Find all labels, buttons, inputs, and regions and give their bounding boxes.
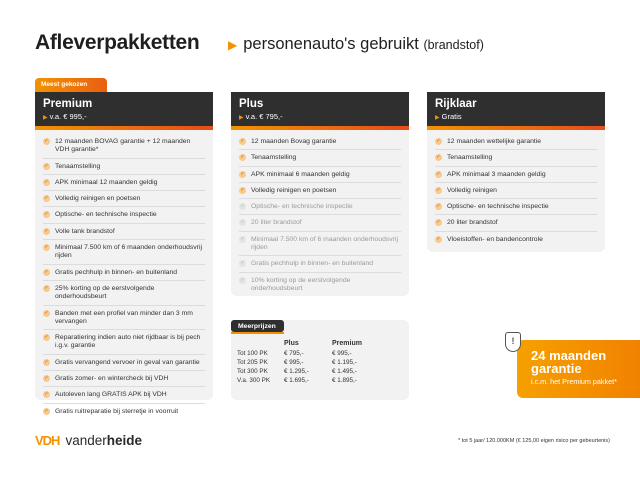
- check-icon: ✓: [44, 284, 49, 291]
- package-price: ▶ v.a. € 995,-: [43, 112, 87, 121]
- triangle-icon: ▶: [435, 115, 440, 121]
- list-item: ✓ Optische- en technische inspectie: [43, 211, 205, 223]
- feature-list: [427, 130, 605, 247]
- guarantee-line3: i.c.m. het Premium pakket*: [531, 377, 617, 386]
- card-header: [427, 92, 605, 130]
- table-cell: € 795,-: [284, 350, 304, 357]
- triangle-icon: ▶: [228, 38, 238, 52]
- table-cell: € 1.295,-: [284, 368, 309, 375]
- guarantee-line2: garantie: [531, 361, 582, 376]
- table-header: [237, 340, 284, 349]
- check-icon: ✓: [240, 276, 245, 283]
- table-cell: € 1.895,-: [332, 377, 357, 384]
- brand-name: vanderheide: [65, 433, 142, 448]
- list-item: ✓ 12 maanden BOVAG garantie + 12 maanden VDH garantie*: [43, 138, 205, 159]
- check-icon: ✓: [44, 138, 49, 144]
- package-card-rijklaar: [427, 92, 605, 252]
- list-item: ✓ 10% korting op de eerstvolgende onderhoudsbeurt: [240, 276, 351, 292]
- list-item: ✓ Gratis pechhulp in binnen- en buitenland: [43, 269, 205, 281]
- list-item: ✓ Volledig reinigen: [435, 187, 597, 199]
- package-card-premium: [35, 92, 213, 415]
- feature-list: [231, 130, 409, 296]
- check-icon: ✓: [44, 178, 49, 185]
- package-name: Plus: [239, 98, 264, 110]
- check-icon: ✓: [44, 358, 49, 365]
- package-price: ▶ Gratis: [435, 112, 462, 121]
- table-cell: Tot 205 PK: [237, 359, 268, 366]
- check-icon: ✓: [240, 186, 245, 193]
- table-header: Plus: [284, 340, 299, 347]
- list-item: ✓ Banden met een profiel van minder dan 3 mm vervangen: [43, 310, 205, 331]
- check-icon: ✓: [44, 334, 49, 341]
- table-row: [237, 367, 392, 376]
- page-subtitle: [228, 35, 484, 54]
- accent-bar: [35, 126, 213, 130]
- check-icon: ✓: [436, 186, 441, 193]
- list-item: ✓ APK minimaal 6 maanden geldig: [239, 171, 401, 183]
- card-header: [231, 92, 409, 130]
- check-icon: ✓: [436, 235, 441, 242]
- footnote: * tot 5 jaar/ 120.000KM (€ 125,00 eigen risico per gebeurtenis): [458, 438, 610, 444]
- vdh-logo-mark: VDH: [35, 433, 60, 448]
- vanderheide-logo: [35, 433, 142, 448]
- list-item: ✓ 12 maanden Bovag garantie: [239, 138, 401, 150]
- table-cell: € 995,-: [332, 350, 352, 357]
- list-item: ✓ Volledig reinigen en poetsen: [43, 195, 205, 207]
- table-cell: Tot 100 PK: [237, 350, 268, 357]
- check-icon: ✓: [240, 170, 245, 177]
- check-icon: ✓: [44, 244, 49, 251]
- card-header: [35, 92, 213, 130]
- extra-prices-table: [237, 340, 392, 385]
- check-icon: ✓: [240, 235, 245, 242]
- table-cell: € 1.695,-: [284, 377, 309, 384]
- check-icon: ✓: [44, 195, 49, 202]
- list-item: ✓ Vloeistoffen- en bandencontrole: [436, 235, 543, 243]
- extra-prices-tab: Meerprijzen: [231, 320, 284, 332]
- package-name: Premium: [43, 98, 93, 110]
- list-item: ✓ Minimaal 7.500 km of 6 maanden onderhoudsvrij rijden: [239, 236, 401, 257]
- table-cell: V.a. 300 PK: [237, 377, 271, 384]
- list-item: ✓ 12 maanden wettelijke garantie: [435, 138, 597, 150]
- accent-bar: [231, 126, 409, 130]
- check-icon: ✓: [44, 268, 49, 275]
- list-item: ✓ Minimaal 7.500 km of 6 maanden onderhoudsvrij rijden: [43, 244, 205, 265]
- list-item: ✓ 25% korting op de eerstvolgende onderhoudsbeurt: [43, 285, 205, 306]
- list-item: ✓ Gratis vervangend vervoer in geval van garantie: [43, 359, 205, 371]
- package-card-plus: [231, 92, 409, 296]
- check-icon: ✓: [436, 203, 441, 210]
- shield-icon: !: [505, 332, 521, 352]
- check-icon: ✓: [44, 162, 49, 169]
- check-icon: ✓: [436, 170, 441, 177]
- check-icon: ✓: [240, 219, 245, 226]
- check-icon: ✓: [44, 227, 49, 234]
- list-item: ✓ 20 liter brandstof: [435, 219, 597, 231]
- list-item: ✓ 20 liter brandstof: [239, 219, 401, 231]
- list-item: ✓ Tenaamstelling: [435, 154, 597, 166]
- table-cell: € 995,-: [284, 359, 304, 366]
- package-price: ▶ v.a. € 795,-: [239, 112, 283, 121]
- guarantee-line1: 24 maanden: [531, 348, 607, 363]
- check-icon: ✓: [44, 211, 49, 218]
- check-icon: ✓: [436, 219, 441, 226]
- table-cell: € 1.195,-: [332, 359, 357, 366]
- list-item: ✓ Reparatiering indien auto niet rijdbaar is bij pech i.g.v. garantie: [43, 334, 205, 355]
- check-icon: ✓: [436, 154, 441, 161]
- feature-list: [35, 130, 213, 419]
- check-icon: ✓: [240, 154, 245, 161]
- package-name: Rijklaar: [435, 98, 477, 110]
- most-chosen-badge: Meest gekozen: [35, 78, 107, 92]
- check-icon: ✓: [44, 375, 49, 382]
- table-row: [237, 349, 392, 358]
- table-header: Premium: [332, 340, 362, 347]
- list-item: ✓ Gratis ruitreparatie bij sterretje in voorruit: [44, 407, 179, 415]
- triangle-icon: ▶: [43, 115, 48, 121]
- check-icon: ✓: [44, 407, 49, 414]
- check-icon: ✓: [240, 260, 245, 267]
- table-header-row: [237, 340, 392, 349]
- accent-bar: [231, 332, 284, 334]
- accent-bar: [427, 126, 605, 130]
- triangle-icon: ▶: [239, 115, 244, 121]
- table-row: [237, 376, 392, 385]
- list-item: ✓ Volle tank brandstof: [43, 228, 205, 240]
- check-icon: ✓: [240, 138, 245, 144]
- subtitle-small: (brandstof): [423, 38, 484, 52]
- list-item: ✓ Tenaamstelling: [43, 163, 205, 175]
- list-item: ✓ Optische- en technische inspectie: [239, 203, 401, 215]
- guarantee-banner: [517, 340, 640, 398]
- page-title: Afleverpakketten: [35, 31, 200, 54]
- check-icon: ✓: [240, 203, 245, 210]
- list-item: ✓ Autoleven lang GRATIS APK bij VDH: [43, 391, 205, 403]
- check-icon: ✓: [44, 309, 49, 316]
- table-cell: Tot 300 PK: [237, 368, 268, 375]
- check-icon: ✓: [44, 391, 49, 398]
- list-item: ✓ Gratis pechhulp in binnen- en buitenland: [239, 260, 401, 272]
- list-item: ✓ Gratis zomer- en wintercheck bij VDH: [43, 375, 205, 387]
- table-cell: € 1.495,-: [332, 368, 357, 375]
- list-item: ✓ Tenaamstelling: [239, 154, 401, 166]
- list-item: ✓ Optische- en technische inspectie: [435, 203, 597, 215]
- table-row: [237, 358, 392, 367]
- check-icon: ✓: [436, 138, 441, 144]
- list-item: ✓ Volledig reinigen en poetsen: [239, 187, 401, 199]
- list-item: ✓ APK minimaal 12 maanden geldig: [43, 179, 205, 191]
- list-item: ✓ APK minimaal 3 maanden geldig: [435, 171, 597, 183]
- subtitle-main: personenauto's gebruikt: [243, 35, 419, 53]
